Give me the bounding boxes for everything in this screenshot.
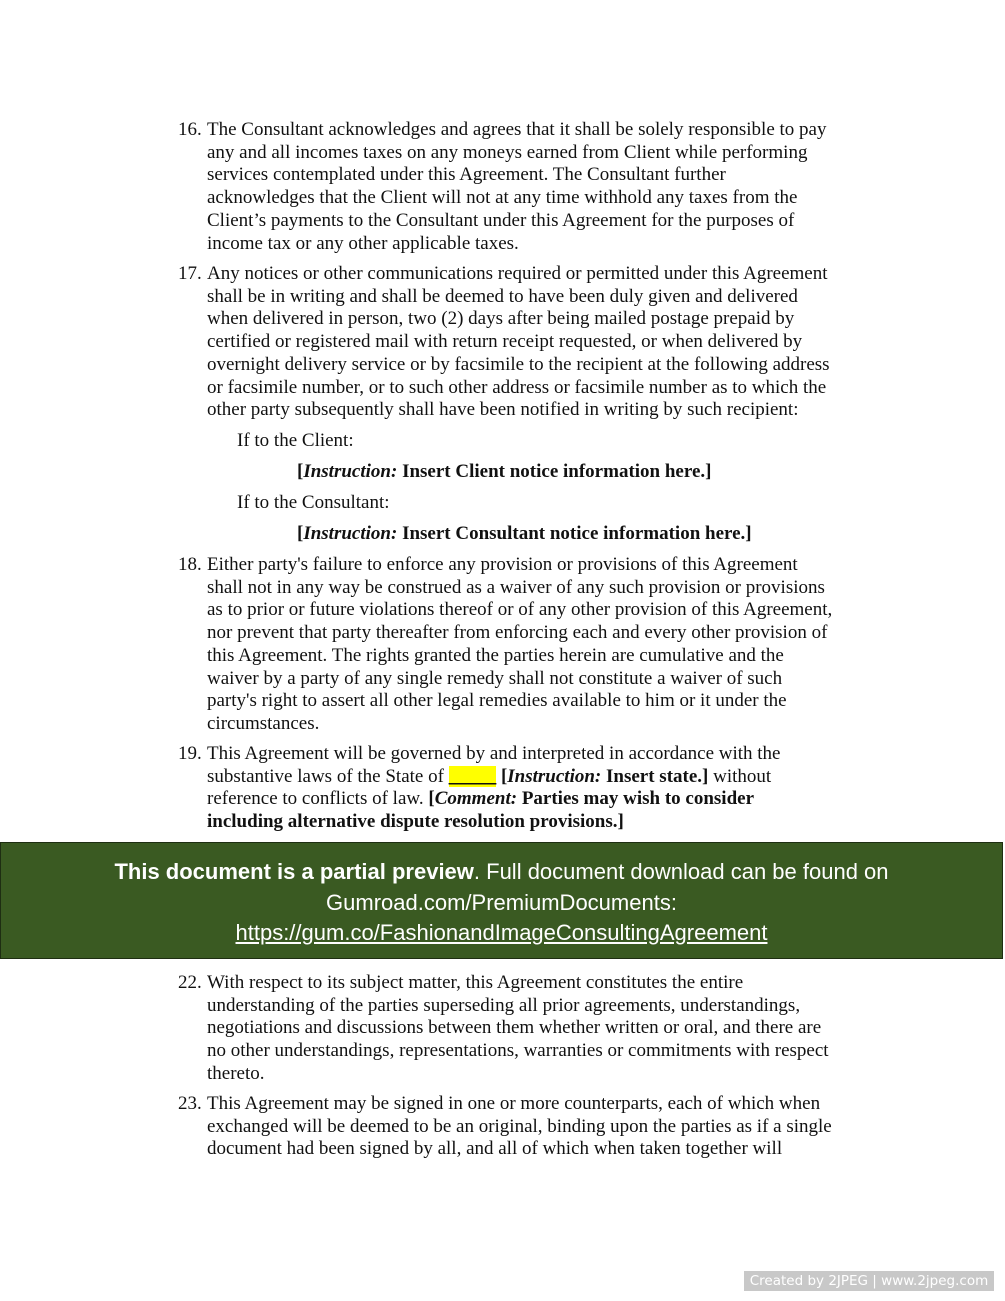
- clause-line: party's right to assert all other legal remedies available to him or it under the: [207, 690, 787, 712]
- clause-line: certified or registered mail with return receipt requested, or when delivered by: [207, 331, 803, 353]
- clause-18: [178, 554, 878, 736]
- clause-line: This Agreement may be signed in one or more counterparts, each of which when: [207, 1093, 821, 1114]
- watermark: Created by 2JPEG | www.2jpeg.com: [744, 1271, 994, 1291]
- clause-line: circumstances.: [207, 712, 320, 734]
- clause-line: document had been signed by all, and all of which when taken together will: [207, 1138, 783, 1160]
- clause-number: 22.: [178, 972, 202, 993]
- clause-line: With respect to its subject matter, this Agreement constitutes the entire: [207, 972, 744, 993]
- clause-line: other party subsequently shall have been notified in writing by such recipient:: [207, 399, 799, 421]
- clause-number: 17.: [178, 263, 202, 284]
- consultant-notice-label: If to the Consultant:: [237, 492, 390, 513]
- clause-line: no other understandings, representations, warranties or commitments with respect: [207, 1040, 829, 1062]
- clause-number: 23.: [178, 1093, 202, 1114]
- clause-line: Either party's failure to enforce any provision or provisions of this Agreement: [207, 554, 798, 575]
- clause-line: this Agreement. The rights granted the parties herein are cumulative and the: [207, 644, 784, 666]
- consultant-notice-instruction: [Instruction: Insert Consultant notice information here.]: [297, 523, 752, 544]
- clause-line: as to prior or future violations thereof or of any other provision of this Agreement,: [207, 599, 833, 621]
- clause-line: shall be in writing and shall be deemed to have been duly given and delivered: [207, 285, 798, 307]
- clause-line: any and all incomes taxes on any moneys earned from Client while performing: [207, 141, 808, 163]
- clause-number: 19.: [178, 743, 202, 764]
- download-link[interactable]: https://gum.co/FashionandImageConsultingAgreement: [235, 920, 768, 945]
- clause-line: acknowledges that the Client will not at any time withhold any taxes from the: [207, 187, 798, 209]
- clause-16: [178, 119, 878, 255]
- clause-line: nor prevent that party thereafter from enforcing each and every other provision of: [207, 622, 828, 644]
- clause-23: [178, 1093, 878, 1161]
- clause-line: overnight delivery service or by facsimile to the recipient at the following address: [207, 353, 830, 375]
- clause-line: exchanged will be deemed to be an original, binding upon the parties as if a single: [207, 1115, 832, 1137]
- clause-19: 19. This Agreement will be governed by and interpreted in accordance with the substantive laws of the State of _____ [Instruction: Insert state.] without reference to conflicts of law. [Comment: Parties may wish to consider including alternative dispute resolution provisions.]: [178, 743, 781, 833]
- clause-line: services contemplated under this Agreement. The Consultant further: [207, 164, 726, 186]
- clause-line: The Consultant acknowledges and agrees that it shall be solely responsible to pay: [207, 119, 827, 140]
- clause-line: understanding of the parties superseding all prior agreements, understandings,: [207, 994, 801, 1016]
- clause-line: Client’s payments to the Consultant under this Agreement for the purposes of: [207, 209, 795, 231]
- clause-line: negotiations and discussions between them whether written or oral, and there are: [207, 1017, 822, 1039]
- client-notice-instruction: [Instruction: Insert Client notice information here.]: [297, 461, 712, 482]
- clause-line: waiver by a party of any single remedy shall not constitute a waiver of such: [207, 667, 783, 689]
- clause-17: [178, 263, 878, 422]
- clause-line: shall not in any way be construed as a waiver of any such provision or provisions: [207, 576, 825, 598]
- client-notice-label: If to the Client:: [237, 430, 354, 451]
- preview-banner: This document is a partial preview. Full document download can be found on Gumroad.com/PremiumDocuments: https://gum.co/FashionandImageConsultingAgreement: [0, 842, 1003, 959]
- clause-line: Any notices or other communications required or permitted under this Agreement: [207, 263, 828, 284]
- state-blank-field[interactable]: _____: [448, 765, 497, 787]
- clause-line: or facsimile number, or to such other address or facsimile number as to which the: [207, 376, 827, 398]
- clause-number: 18.: [178, 554, 202, 575]
- clause-line: thereto.: [207, 1062, 265, 1084]
- clause-number: 16.: [178, 119, 202, 140]
- clause-22: [178, 972, 878, 1086]
- clause-line: income tax or any other applicable taxes.: [207, 232, 519, 254]
- clause-line: when delivered in person, two (2) days after being mailed postage prepaid by: [207, 308, 795, 330]
